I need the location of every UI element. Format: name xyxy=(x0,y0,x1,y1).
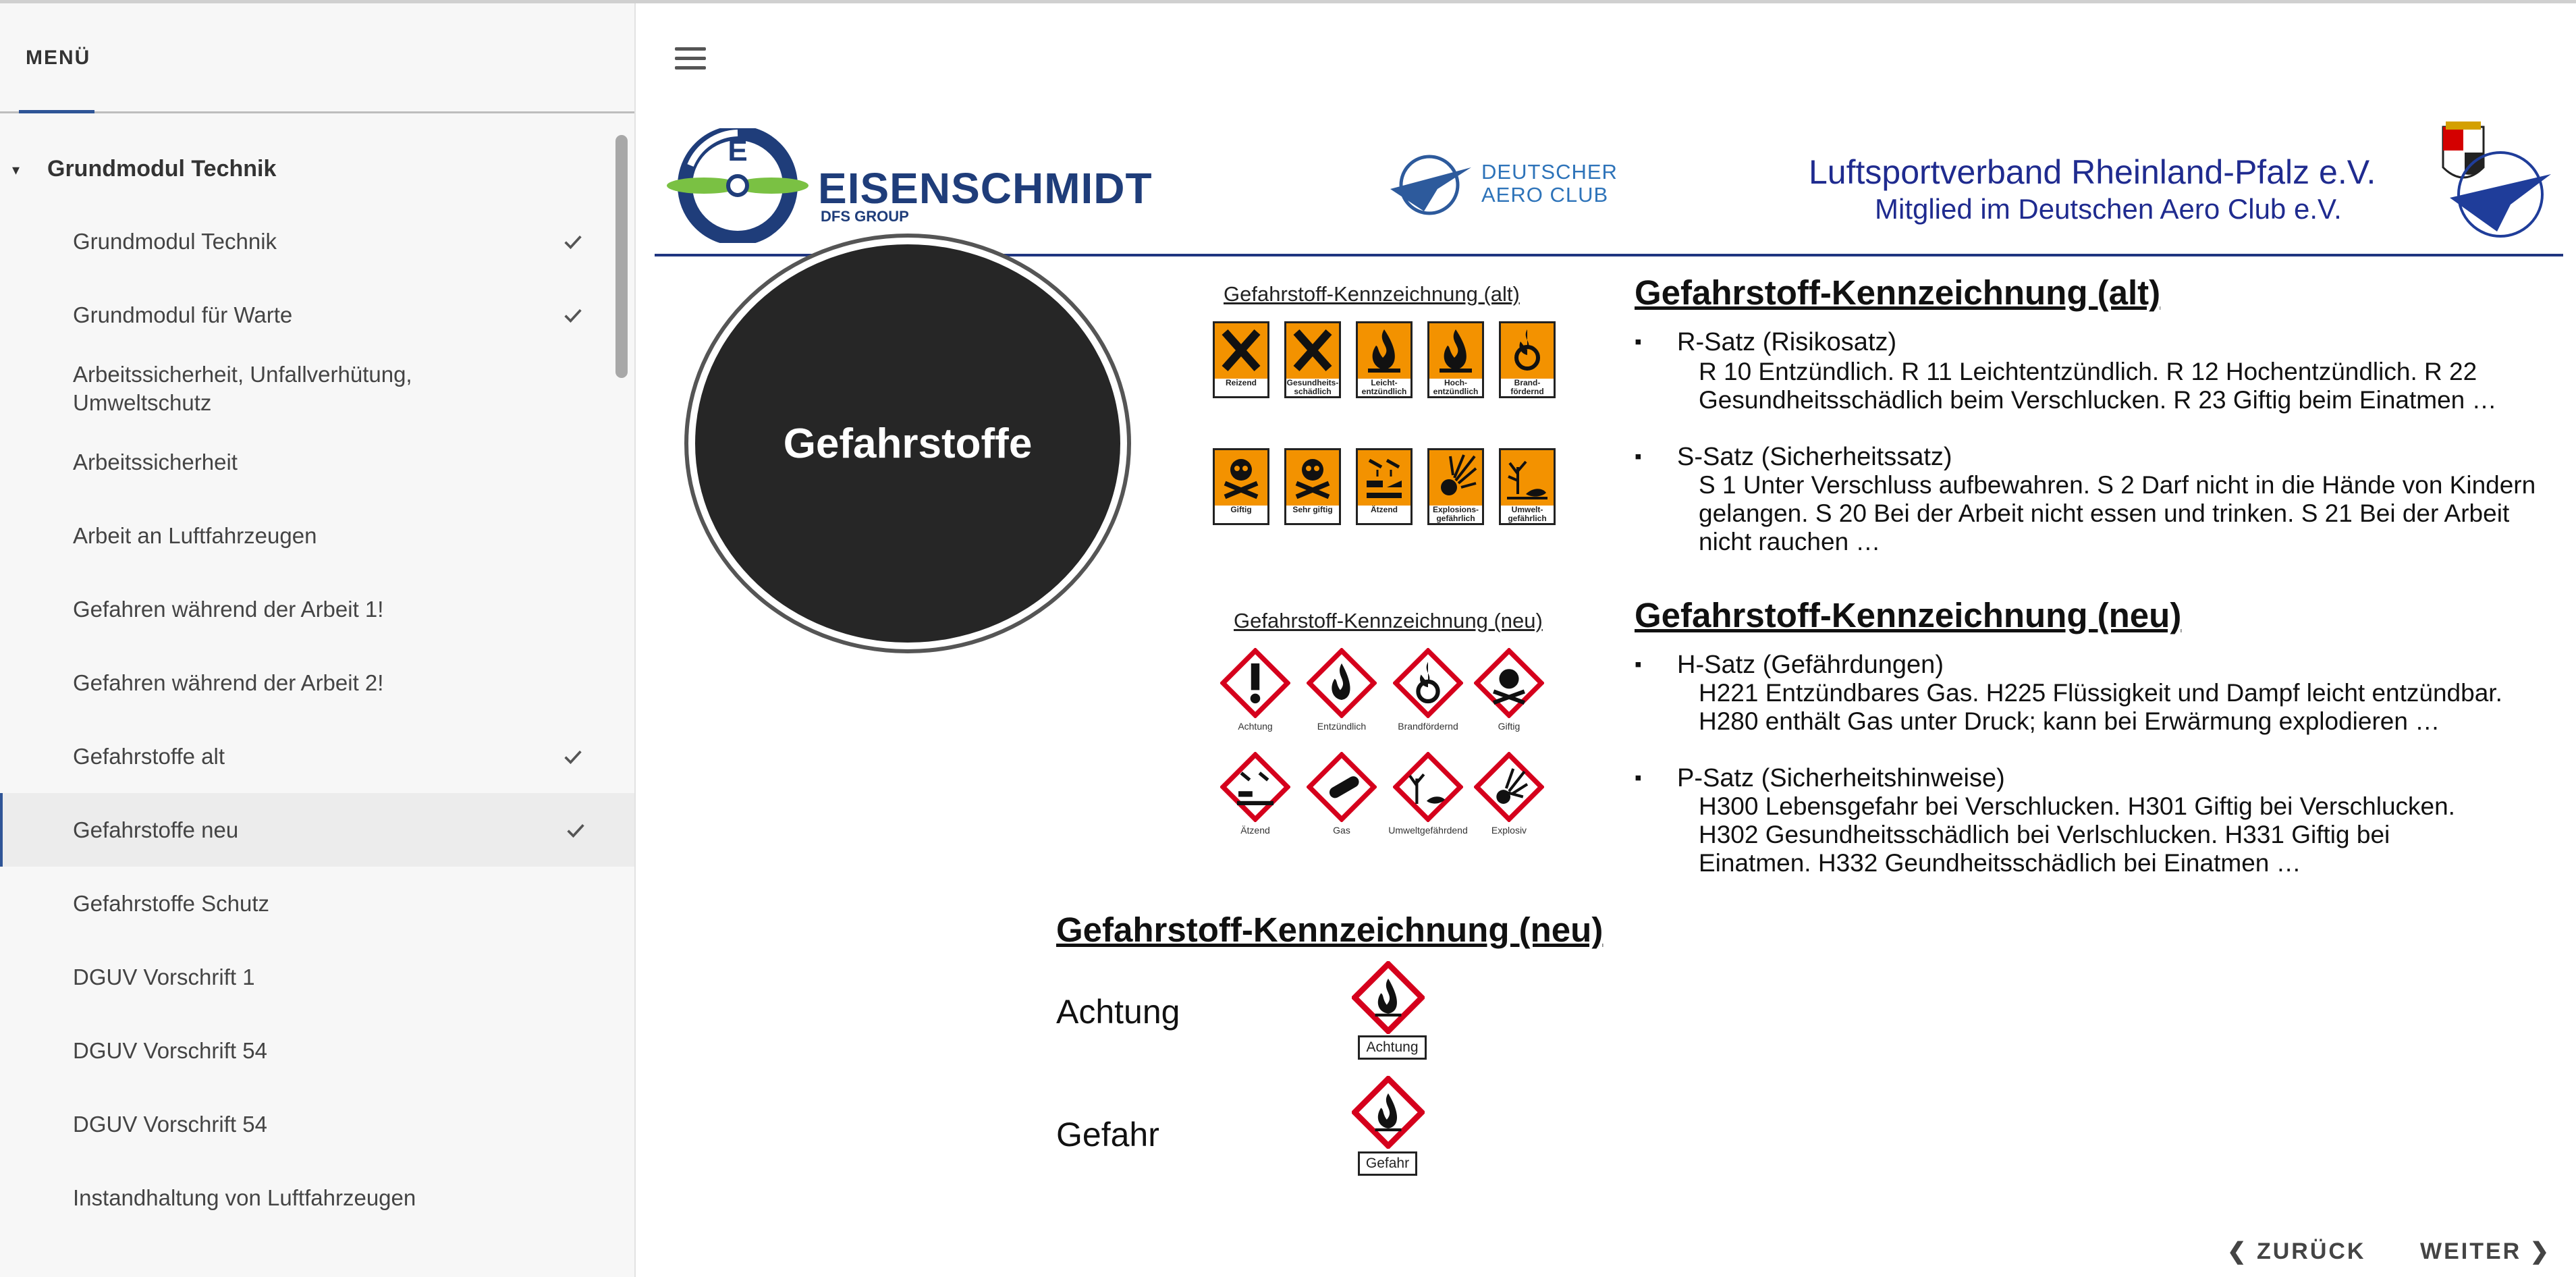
corrosion-icon xyxy=(1363,454,1406,501)
ghs-label: Umweltgefährdend xyxy=(1388,825,1468,836)
explosion-icon xyxy=(1434,454,1477,501)
old-symbol-label: Hoch-entzündlich xyxy=(1429,379,1482,396)
next-label: WEITER xyxy=(2420,1239,2522,1264)
bullet-square-icon: ▪ xyxy=(1635,653,1642,676)
chevron-left-icon: ❮ xyxy=(2227,1239,2249,1264)
old-symbol-label: Ätzend xyxy=(1358,506,1410,523)
environment-ghs-icon xyxy=(1393,752,1463,822)
r-satz-line: R 10 Entzündlich. R 11 Leichtentzündlich. R 12 Hochentzündlich. R 22 xyxy=(1699,358,2477,385)
h-satz-text xyxy=(1699,679,2502,736)
old-symbol-gesundheitsschaedlich xyxy=(1284,321,1341,398)
eisenschmidt-sub: DFS GROUP xyxy=(821,208,909,225)
old-symbol-label: Explosions-gefährlich xyxy=(1429,506,1482,523)
chevron-right-icon: ❯ xyxy=(2529,1239,2552,1264)
p-satz-line: H302 Gesundheitsschädlich bei Verlschlucken. H331 Giftig bei xyxy=(1699,821,2390,848)
old-symbol-umweltgefaehrlich xyxy=(1499,448,1556,525)
lesson-item[interactable] xyxy=(0,499,633,572)
signal-words-heading: Gefahrstoff-Kennzeichnung (neu) xyxy=(1056,911,1604,949)
old-symbol-hochentzuendlich xyxy=(1427,321,1484,398)
old-symbol-label: Brand-fördernd xyxy=(1501,379,1554,396)
lesson-label: Gefahren während der Arbeit 2! xyxy=(73,670,384,695)
lesson-label: Arbeitssicherheit, Unfallverhütung, Umweltschutz xyxy=(73,361,412,415)
cross-icon xyxy=(1220,327,1263,374)
lesson-item[interactable] xyxy=(0,1014,633,1087)
p-satz-line: Einatmen. H332 Geundheitsschädlich bei Einatmen … xyxy=(1699,849,2301,877)
old-symbol-label: Giftig xyxy=(1215,506,1267,523)
old-symbol-reizend xyxy=(1213,321,1269,398)
p-satz-line: H300 Lebensgefahr bei Verschlucken. H301 Giftig bei Verschlucken. xyxy=(1699,792,2455,820)
ghs-symbols-title: Gefahrstoff-Kennzeichnung (neu) xyxy=(1234,609,1543,632)
old-marking-heading: Gefahrstoff-Kennzeichnung (alt) xyxy=(1635,273,2161,312)
ghs-label: Entzündlich xyxy=(1317,721,1367,732)
s-satz-line: nicht rauchen … xyxy=(1699,528,1881,555)
flame-over-circle-ghs-icon xyxy=(1393,648,1463,718)
old-symbol-label: Umwelt-gefährlich xyxy=(1501,506,1554,523)
lesson-item[interactable] xyxy=(0,1161,633,1234)
group-header-grundmodul-technik[interactable] xyxy=(0,146,607,192)
flame-ghs-icon xyxy=(1307,648,1377,718)
r-satz-text xyxy=(1699,358,2497,414)
explosion-ghs-icon xyxy=(1474,752,1544,822)
svg-text:E: E xyxy=(728,134,748,167)
lesson-item[interactable] xyxy=(0,425,633,499)
group-label: Grundmodul Technik xyxy=(47,156,277,182)
lesson-item[interactable] xyxy=(0,719,633,793)
aero-club-line2: AERO CLUB xyxy=(1481,183,1609,207)
signal-word-gefahr: Gefahr xyxy=(1056,1116,1159,1153)
gas-cylinder-ghs-icon xyxy=(1307,752,1377,822)
ghs-label: Giftig xyxy=(1498,721,1520,732)
cross-icon xyxy=(1291,327,1334,374)
lsv-crest-icon xyxy=(2430,120,2558,245)
menu-tab[interactable]: MENÜ xyxy=(26,47,91,69)
menu-header xyxy=(0,3,634,113)
s-satz-line: gelangen. S 20 Bei der Arbeit nicht essen und trinken. S 21 Bei der Arbeit xyxy=(1699,499,2510,527)
lesson-item[interactable] xyxy=(0,278,633,352)
check-icon xyxy=(564,819,587,842)
lesson-item[interactable] xyxy=(0,867,633,940)
lesson-item[interactable] xyxy=(0,646,633,719)
flame-pictogram-icon xyxy=(1352,961,1425,1034)
p-satz-label: P-Satz (Sicherheitshinweise) xyxy=(1677,764,2005,792)
flame-over-circle-icon xyxy=(1506,327,1549,374)
lesson-item[interactable] xyxy=(0,572,633,646)
lesson-label: DGUV Vorschrift 1 xyxy=(73,964,255,989)
lesson-item[interactable] xyxy=(0,1087,633,1161)
lsv-subtitle: Mitglied im Deutschen Aero Club e.V. xyxy=(1875,193,2342,225)
topic-circle xyxy=(695,244,1120,643)
old-symbol-aetzend xyxy=(1356,448,1413,525)
eisenschmidt-name: EISENSCHMIDT xyxy=(818,164,1153,213)
lesson-item[interactable] xyxy=(0,940,633,1014)
check-icon xyxy=(561,304,584,327)
back-label: ZURÜCK xyxy=(2256,1239,2366,1264)
old-symbol-label: Reizend xyxy=(1215,379,1267,396)
s-satz-line: S 1 Unter Verschluss aufbewahren. S 2 Darf nicht in die Hände von Kindern xyxy=(1699,471,2536,499)
caret-down-icon: ▾ xyxy=(12,161,20,178)
check-icon xyxy=(561,745,584,768)
lesson-label: Gefahrstoffe alt xyxy=(73,743,225,769)
signal-label-achtung: Achtung xyxy=(1358,1035,1427,1060)
aero-club-text xyxy=(1481,161,1618,207)
back-button[interactable] xyxy=(2227,1238,2366,1265)
lesson-label: Gefahren während der Arbeit 1! xyxy=(73,596,384,622)
h-satz-line: H280 enthält Gas unter Druck; kann bei Erwärmung explodieren … xyxy=(1699,707,2440,735)
lesson-label: Gefahrstoffe Schutz xyxy=(73,890,270,916)
exclamation-ghs-icon xyxy=(1220,648,1290,718)
h-satz-line: H221 Entzündbares Gas. H225 Flüssigkeit und Dampf leicht entzündbar. xyxy=(1699,679,2502,707)
ghs-label: Brandfördernd xyxy=(1398,721,1458,732)
lsv-title: Luftsportverband Rheinland-Pfalz e.V. xyxy=(1809,153,2376,191)
ghs-label: Gas xyxy=(1333,825,1350,836)
old-symbol-label: Gesundheits-schädlich xyxy=(1286,379,1339,396)
sidebar xyxy=(0,3,636,1277)
sidebar-scrollbar[interactable] xyxy=(615,135,628,378)
skull-icon xyxy=(1291,454,1334,501)
skull-ghs-icon xyxy=(1474,648,1544,718)
topic-title: Gefahrstoffe xyxy=(783,420,1033,467)
skull-icon xyxy=(1220,454,1263,501)
old-symbol-label: Sehr giftig xyxy=(1286,506,1339,523)
old-symbols-title: Gefahrstoff-Kennzeichnung (alt) xyxy=(1224,282,1520,306)
lesson-label: Grundmodul Technik xyxy=(73,228,277,254)
lesson-item-selected[interactable] xyxy=(0,793,636,867)
corrosion-ghs-icon xyxy=(1220,752,1290,822)
old-symbol-explosionsgefaehrlich xyxy=(1427,448,1484,525)
signal-word-achtung: Achtung xyxy=(1056,993,1180,1031)
old-symbol-brandfoerdernd xyxy=(1499,321,1556,398)
old-symbol-sehr-giftig xyxy=(1284,448,1341,525)
bullet-square-icon: ▪ xyxy=(1635,331,1642,353)
lesson-label: Gefahrstoffe neu xyxy=(73,817,239,842)
h-satz-label: H-Satz (Gefährdungen) xyxy=(1677,651,1944,679)
new-marking-heading: Gefahrstoff-Kennzeichnung (neu) xyxy=(1635,596,2182,634)
r-satz-line: Gesundheitsschädlich beim Verschlucken. R 23 Giftig beim Einatmen … xyxy=(1699,386,2497,414)
eisenschmidt-logo xyxy=(667,128,1213,243)
lesson-label: DGUV Vorschrift 54 xyxy=(73,1111,267,1137)
flame-icon xyxy=(1434,327,1477,374)
lesson-label: Grundmodul für Warte xyxy=(73,302,293,327)
old-symbol-label: Leicht-entzündlich xyxy=(1358,379,1410,396)
old-symbol-giftig xyxy=(1213,448,1269,525)
old-symbol-leichtentzuendlich xyxy=(1356,321,1413,398)
aero-club-line1: DEUTSCHER xyxy=(1481,160,1618,184)
bullet-square-icon: ▪ xyxy=(1635,445,1642,468)
lesson-label: Arbeit an Luftfahrzeugen xyxy=(73,522,317,548)
r-satz-label: R-Satz (Risikosatz) xyxy=(1677,328,1897,356)
aero-club-eagle-icon xyxy=(1383,147,1478,221)
bullet-square-icon: ▪ xyxy=(1635,767,1642,789)
lesson-label: Arbeitssicherheit xyxy=(73,449,238,474)
signal-label-gefahr: Gefahr xyxy=(1358,1151,1417,1176)
menu-tab-indicator xyxy=(19,110,94,113)
ghs-label: Ätzend xyxy=(1240,825,1270,836)
flame-icon xyxy=(1363,327,1406,374)
eisenschmidt-emblem-icon xyxy=(667,128,809,243)
next-button[interactable] xyxy=(2420,1238,2551,1265)
lesson-label: DGUV Vorschrift 54 xyxy=(73,1037,267,1063)
ghs-label: Achtung xyxy=(1238,721,1273,732)
s-satz-text xyxy=(1699,471,2536,556)
flame-pictogram-icon xyxy=(1352,1076,1425,1149)
ghs-label: Explosiv xyxy=(1491,825,1527,836)
p-satz-text xyxy=(1699,792,2455,877)
s-satz-label: S-Satz (Sicherheitssatz) xyxy=(1677,443,1952,471)
lesson-item[interactable] xyxy=(0,205,633,278)
lesson-item[interactable] xyxy=(0,352,633,425)
lesson-list xyxy=(0,205,634,1234)
check-icon xyxy=(561,230,584,253)
menu-toggle-button[interactable] xyxy=(675,47,709,73)
lesson-label: Instandhaltung von Luftfahrzeugen xyxy=(73,1185,416,1210)
dead-tree-fish-icon xyxy=(1506,454,1549,501)
